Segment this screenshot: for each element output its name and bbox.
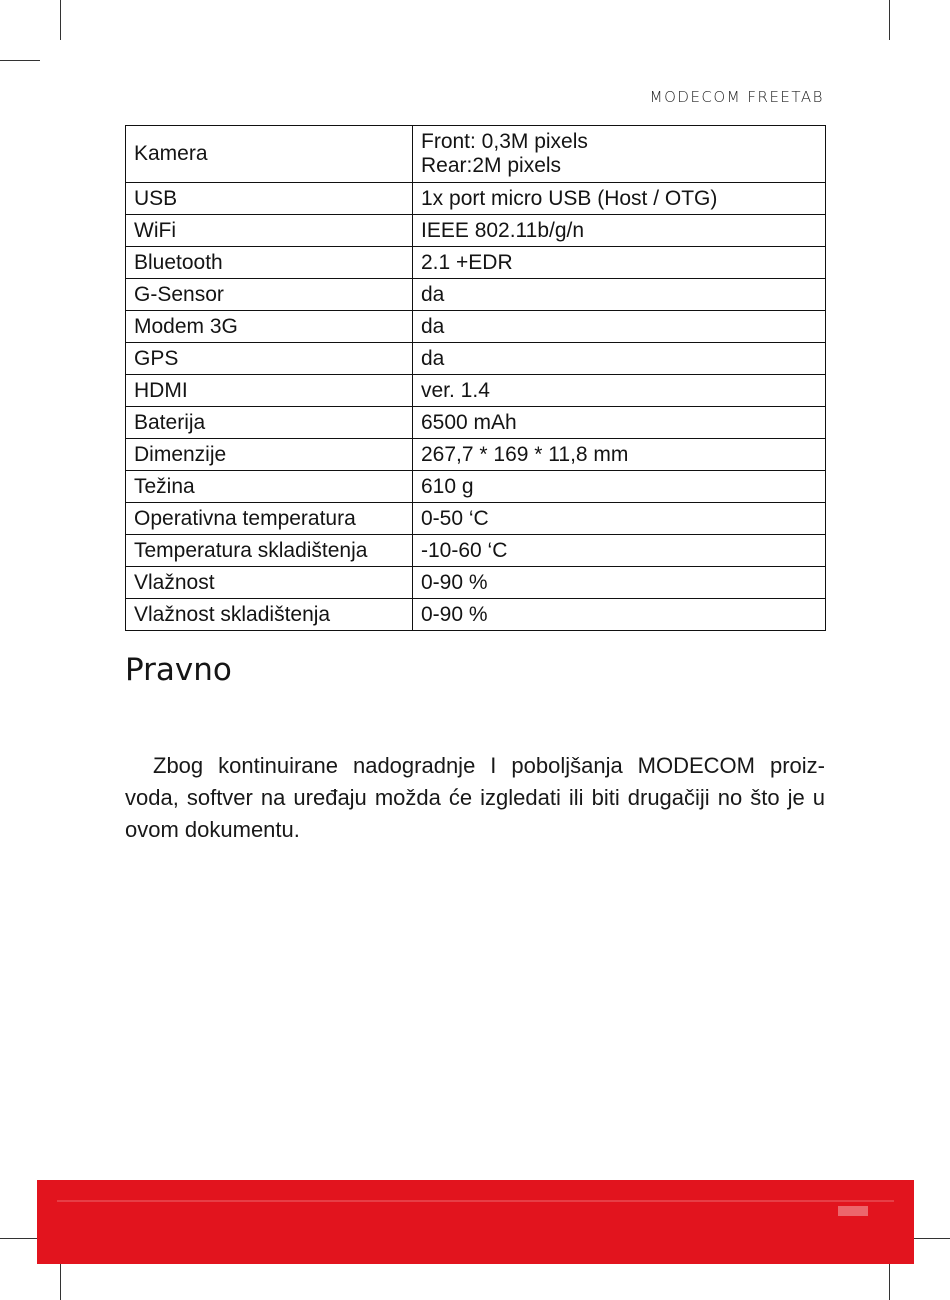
specs-table	[125, 125, 826, 631]
spec-value: 1x port micro USB (Host / OTG)	[413, 183, 826, 215]
spec-value: 610 g	[413, 471, 826, 503]
spec-value: da	[413, 279, 826, 311]
page-marker	[838, 1206, 868, 1216]
spec-value: IEEE 802.11b/g/n	[413, 215, 826, 247]
table-row	[126, 247, 826, 279]
crop-mark-top-left-h	[0, 60, 40, 61]
spec-value-line: Rear:2M pixels	[421, 154, 562, 177]
spec-key: Vlažnost	[126, 567, 413, 599]
spec-key: Modem 3G	[126, 311, 413, 343]
crop-mark-bottom-left-h	[0, 1238, 40, 1239]
table-row	[126, 343, 826, 375]
table-row	[126, 503, 826, 535]
spec-value: 2.1 +EDR	[413, 247, 826, 279]
spec-key: GPS	[126, 343, 413, 375]
spec-value: da	[413, 311, 826, 343]
spec-value: da	[413, 343, 826, 375]
running-header: MODECOM FREETAB	[649, 88, 824, 106]
table-row	[126, 599, 826, 631]
crop-mark-top-left-v	[60, 0, 61, 40]
table-row	[126, 183, 826, 215]
table-row	[126, 535, 826, 567]
crop-mark-bottom-right-v	[889, 1260, 890, 1300]
spec-value: 0-50 ‘C	[413, 503, 826, 535]
spec-key: Operativna temperatura	[126, 503, 413, 535]
spec-value: 267,7 * 169 * 11,8 mm	[413, 439, 826, 471]
crop-mark-top-right-v	[889, 0, 890, 40]
crop-mark-bottom-right-h	[910, 1238, 950, 1239]
crop-mark-bottom-left-v	[60, 1260, 61, 1300]
spec-key: USB	[126, 183, 413, 215]
spec-key: Temperatura skladištenja	[126, 535, 413, 567]
spec-key: Dimenzije	[126, 439, 413, 471]
table-row	[126, 126, 826, 183]
spec-key: HDMI	[126, 375, 413, 407]
table-row	[126, 407, 826, 439]
spec-value: 0-90 %	[413, 599, 826, 631]
spec-value	[413, 126, 826, 183]
spec-value: -10-60 ‘C	[413, 535, 826, 567]
spec-value: 0-90 %	[413, 567, 826, 599]
spec-key: Bluetooth	[126, 247, 413, 279]
table-row	[126, 471, 826, 503]
section-title-legal: Pravno	[125, 652, 232, 688]
spec-key: WiFi	[126, 215, 413, 247]
spec-key: Baterija	[126, 407, 413, 439]
spec-key: Kamera	[126, 126, 413, 183]
table-row	[126, 439, 826, 471]
spec-key: Težina	[126, 471, 413, 503]
spec-value: ver. 1.4	[413, 375, 826, 407]
footer-bar	[37, 1180, 914, 1264]
table-row	[126, 215, 826, 247]
spec-value-line: Front: 0,3M pixels	[421, 130, 588, 153]
footer-bar-line	[57, 1200, 894, 1202]
table-row	[126, 567, 826, 599]
table-row	[126, 375, 826, 407]
table-row	[126, 279, 826, 311]
legal-paragraph: Zbog kontinuirane nadogradnje I poboljšanja MODECOM proiz-voda, softver na uređaju možda će izgledati ili biti drugačiji no što je u ovom dokumentu.	[125, 753, 825, 842]
table-row	[126, 311, 826, 343]
spec-key: G-Sensor	[126, 279, 413, 311]
spec-value: 6500 mAh	[413, 407, 826, 439]
spec-key: Vlažnost skladištenja	[126, 599, 413, 631]
